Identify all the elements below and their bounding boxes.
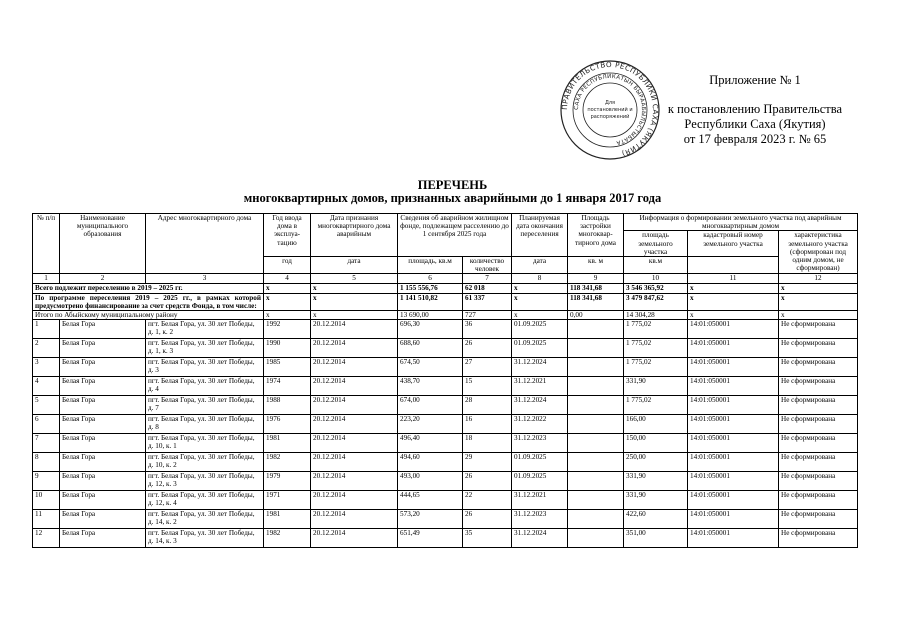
cell-plan: 31.12.2021	[512, 377, 568, 396]
table-row	[33, 472, 858, 491]
cell-char: Не сформирована	[779, 396, 858, 415]
cell-addr: пгт. Белая Гора, ул. 30 лет Победы, д. 1, к. 2	[146, 320, 264, 339]
cell-people: 15	[463, 377, 512, 396]
cell-cad: 14:01:050001	[688, 434, 779, 453]
summary-cell: 14 304,28	[624, 311, 688, 320]
unit-people: количество человек	[463, 257, 512, 274]
cell-cad: 14:01:050001	[688, 339, 779, 358]
cell-build	[568, 320, 624, 339]
col-number: 1	[33, 274, 60, 284]
table-row	[33, 377, 858, 396]
cell-plan: 31.12.2024	[512, 358, 568, 377]
cell-year: 1981	[264, 434, 311, 453]
cell-land: 331,90	[624, 491, 688, 510]
cell-mun: Белая Гора	[60, 529, 146, 548]
cell-area: 688,60	[398, 339, 463, 358]
cell-cad: 14:01:050001	[688, 320, 779, 339]
cell-n: 7	[33, 434, 60, 453]
cell-date: 20.12.2014	[311, 358, 398, 377]
summary-cell: х	[779, 284, 858, 293]
cell-year: 1988	[264, 396, 311, 415]
cell-char: Не сформирована	[779, 358, 858, 377]
cell-mun: Белая Гора	[60, 434, 146, 453]
cell-plan: 31.12.2021	[512, 491, 568, 510]
cell-char: Не сформирована	[779, 377, 858, 396]
header-address: Адрес многоквартирного дома	[146, 214, 264, 274]
seal-center-1: Для	[604, 100, 616, 106]
cell-build	[568, 529, 624, 548]
cell-plan: 01.09.2025	[512, 339, 568, 358]
cell-char: Не сформирована	[779, 434, 858, 453]
cell-land: 422,60	[624, 510, 688, 529]
cell-land: 331,90	[624, 472, 688, 491]
cell-date: 20.12.2014	[311, 510, 398, 529]
cell-build	[568, 396, 624, 415]
cell-addr: пгт. Белая Гора, ул. 30 лет Победы, д. 8	[146, 415, 264, 434]
summary-label: По программе переселения 2019 – 2025 гг., в рамках которой предусмотрено финансирование за счет средств Фонда, в том числе:	[33, 293, 264, 310]
table-row	[33, 358, 858, 377]
cell-date: 20.12.2014	[311, 415, 398, 434]
official-seal	[560, 60, 660, 160]
header-cadastral: кадастровый номер земельного участка	[688, 231, 779, 257]
summary-cell: 1 141 510,82	[398, 293, 463, 310]
cell-n: 4	[33, 377, 60, 396]
cell-build	[568, 339, 624, 358]
cell-people: 16	[463, 415, 512, 434]
cell-cad: 14:01:050001	[688, 453, 779, 472]
header-date-emergency: Дата признания многоквартирного дома аварийным	[311, 214, 398, 257]
cell-land: 331,90	[624, 377, 688, 396]
table-row	[33, 320, 858, 339]
cell-mun: Белая Гора	[60, 377, 146, 396]
seal-center-2: постановлений и	[587, 107, 633, 113]
cell-year: 1981	[264, 510, 311, 529]
summary-label: Всего подлежит переселению в 2019 – 2025 гг.	[33, 284, 264, 293]
cell-n: 5	[33, 396, 60, 415]
cell-area: 493,00	[398, 472, 463, 491]
summary-row	[33, 293, 858, 310]
col-number: 12	[779, 274, 858, 284]
cell-year: 1971	[264, 491, 311, 510]
table-row	[33, 491, 858, 510]
cell-area: 573,20	[398, 510, 463, 529]
cell-char: Не сформирована	[779, 529, 858, 548]
table-row	[33, 396, 858, 415]
document-title: ПЕРЕЧЕНЬ	[417, 178, 488, 192]
cell-land: 1 775,02	[624, 396, 688, 415]
cell-people: 26	[463, 472, 512, 491]
unit-sqm: кв. м	[568, 257, 624, 274]
cell-people: 22	[463, 491, 512, 510]
col-number: 8	[512, 274, 568, 284]
cell-land: 1 775,02	[624, 320, 688, 339]
cell-people: 26	[463, 339, 512, 358]
cell-area: 651,49	[398, 529, 463, 548]
summary-label: Итого по Абыйскому муниципальному району	[33, 311, 264, 320]
header-land-area: площадь земельного участка	[624, 231, 688, 257]
cell-mun: Белая Гора	[60, 472, 146, 491]
summary-cell: 727	[463, 311, 512, 320]
cell-char: Не сформирована	[779, 472, 858, 491]
cell-char: Не сформирована	[779, 453, 858, 472]
col-number: 4	[264, 274, 311, 284]
cell-plan: 31.12.2023	[512, 434, 568, 453]
summary-cell: 0,00	[568, 311, 624, 320]
seal-inner-text: САХА РЕСПУБЛИКАТЫН БЫРААБЫЛЬСТЫБАТА	[573, 73, 647, 146]
cell-land: 1 775,02	[624, 339, 688, 358]
unit-sqm2: кв.м	[624, 257, 688, 274]
cell-date: 20.12.2014	[311, 491, 398, 510]
cell-char: Не сформирована	[779, 415, 858, 434]
cell-date: 20.12.2014	[311, 434, 398, 453]
cell-area: 674,00	[398, 396, 463, 415]
cell-char: Не сформирована	[779, 510, 858, 529]
table-row	[33, 510, 858, 529]
cell-cad: 14:01:050001	[688, 377, 779, 396]
summary-cell: 118 341,68	[568, 284, 624, 293]
unit-year: год	[264, 257, 311, 274]
cell-n: 2	[33, 339, 60, 358]
cell-n: 3	[33, 358, 60, 377]
table-row	[33, 415, 858, 434]
summary-cell: 13 690,00	[398, 311, 463, 320]
cell-char: Не сформирована	[779, 320, 858, 339]
appendix-block	[650, 73, 860, 147]
cell-plan: 31.12.2022	[512, 415, 568, 434]
summary-cell: х	[264, 311, 311, 320]
buildings-table	[32, 213, 858, 548]
cell-mun: Белая Гора	[60, 320, 146, 339]
unit-empty	[688, 257, 779, 274]
cell-area: 494,60	[398, 453, 463, 472]
summary-cell: х	[264, 284, 311, 293]
cell-addr: пгт. Белая Гора, ул. 30 лет Победы, д. 7	[146, 396, 264, 415]
unit-date: дата	[311, 257, 398, 274]
cell-build	[568, 453, 624, 472]
summary-cell: 1 155 556,76	[398, 284, 463, 293]
summary-cell: 61 337	[463, 293, 512, 310]
cell-year: 1990	[264, 339, 311, 358]
cell-plan: 01.09.2025	[512, 320, 568, 339]
cell-date: 20.12.2014	[311, 320, 398, 339]
cell-addr: пгт. Белая Гора, ул. 30 лет Победы, д. 3	[146, 358, 264, 377]
header-characteristic: характеристика земельного участка (сформирован под одним домом, не сформирован)	[779, 231, 858, 274]
cell-date: 20.12.2014	[311, 377, 398, 396]
seal-outer-text: ПРАВИТЕЛЬСТВО РЕСПУБЛИКИ САХА (ЯКУТИЯ)	[560, 60, 660, 159]
cell-people: 26	[463, 510, 512, 529]
summary-cell: х	[779, 311, 858, 320]
cell-n: 1	[33, 320, 60, 339]
cell-plan: 31.12.2024	[512, 396, 568, 415]
cell-n: 11	[33, 510, 60, 529]
cell-people: 36	[463, 320, 512, 339]
cell-n: 9	[33, 472, 60, 491]
cell-area: 438,70	[398, 377, 463, 396]
cell-people: 28	[463, 396, 512, 415]
cell-area: 696,30	[398, 320, 463, 339]
cell-mun: Белая Гора	[60, 358, 146, 377]
summary-row	[33, 311, 858, 320]
header-year-built: Год ввода дома в эксплуа-тацию	[264, 214, 311, 257]
cell-n: 10	[33, 491, 60, 510]
cell-addr: пгт. Белая Гора, ул. 30 лет Победы, д. 4	[146, 377, 264, 396]
cell-addr: пгт. Белая Гора, ул. 30 лет Победы, д. 12, к. 3	[146, 472, 264, 491]
cell-addr: пгт. Белая Гора, ул. 30 лет Победы, д. 14, к. 3	[146, 529, 264, 548]
summary-cell: 62 018	[463, 284, 512, 293]
cell-date: 20.12.2014	[311, 396, 398, 415]
cell-build	[568, 472, 624, 491]
cell-build	[568, 415, 624, 434]
cell-area: 496,40	[398, 434, 463, 453]
cell-cad: 14:01:050001	[688, 358, 779, 377]
cell-addr: пгт. Белая Гора, ул. 30 лет Победы, д. 1, к. 3	[146, 339, 264, 358]
table-row	[33, 529, 858, 548]
summary-cell: х	[512, 293, 568, 310]
cell-cad: 14:01:050001	[688, 396, 779, 415]
cell-date: 20.12.2014	[311, 472, 398, 491]
col-number: 2	[60, 274, 146, 284]
cell-year: 1985	[264, 358, 311, 377]
summary-cell: х	[311, 293, 398, 310]
cell-plan: 01.09.2025	[512, 472, 568, 491]
col-number: 6	[398, 274, 463, 284]
cell-build	[568, 434, 624, 453]
cell-land: 250,00	[624, 453, 688, 472]
cell-year: 1982	[264, 453, 311, 472]
cell-people: 29	[463, 453, 512, 472]
unit-date2: дата	[512, 257, 568, 274]
cell-mun: Белая Гора	[60, 491, 146, 510]
cell-year: 1982	[264, 529, 311, 548]
cell-build	[568, 510, 624, 529]
summary-cell: х	[264, 293, 311, 310]
cell-addr: пгт. Белая Гора, ул. 30 лет Победы, д. 10, к. 2	[146, 453, 264, 472]
cell-plan: 01.09.2025	[512, 453, 568, 472]
cell-year: 1974	[264, 377, 311, 396]
col-number: 7	[463, 274, 512, 284]
cell-char: Не сформирована	[779, 339, 858, 358]
cell-build	[568, 358, 624, 377]
unit-area: площадь, кв.м	[398, 257, 463, 274]
data-rows	[33, 320, 858, 548]
header-municipality: Наименование муниципального образования	[60, 214, 146, 274]
document-subtitle: многоквартирных домов, признанных аварийными до 1 января 2017 года	[243, 191, 662, 205]
summary-cell: х	[311, 311, 398, 320]
cell-build	[568, 377, 624, 396]
cell-cad: 14:01:050001	[688, 472, 779, 491]
appendix-government: Республики Саха (Якутия)	[684, 117, 826, 131]
cell-mun: Белая Гора	[60, 453, 146, 472]
header-num: № п/п	[33, 214, 60, 274]
cell-area: 674,50	[398, 358, 463, 377]
cell-mun: Белая Гора	[60, 415, 146, 434]
cell-build	[568, 491, 624, 510]
cell-cad: 14:01:050001	[688, 529, 779, 548]
cell-people: 18	[463, 434, 512, 453]
header-planned-date: Планируемая дата окончания переселения	[512, 214, 568, 257]
cell-addr: пгт. Белая Гора, ул. 30 лет Победы, д. 12, к. 4	[146, 491, 264, 510]
cell-n: 6	[33, 415, 60, 434]
cell-n: 12	[33, 529, 60, 548]
cell-land: 1 775,02	[624, 358, 688, 377]
cell-cad: 14:01:050001	[688, 415, 779, 434]
summary-cell: 118 341,68	[568, 293, 624, 310]
header-building-area: Площадь застройки многоквар-тирного дома	[568, 214, 624, 257]
summary-cell: х	[311, 284, 398, 293]
cell-addr: пгт. Белая Гора, ул. 30 лет Победы, д. 10, к. 1	[146, 434, 264, 453]
summary-rows	[33, 284, 858, 320]
summary-cell: 3 546 365,92	[624, 284, 688, 293]
col-number: 5	[311, 274, 398, 284]
appendix-decree: к постановлению Правительства	[667, 102, 843, 116]
cell-mun: Белая Гора	[60, 396, 146, 415]
table-row	[33, 453, 858, 472]
cell-year: 1992	[264, 320, 311, 339]
table-row	[33, 434, 858, 453]
cell-cad: 14:01:050001	[688, 510, 779, 529]
summary-cell: х	[512, 311, 568, 320]
cell-plan: 31.12.2024	[512, 529, 568, 548]
cell-people: 35	[463, 529, 512, 548]
summary-row	[33, 284, 858, 293]
header-land-group: Информация о формировании земельного участка под аварийным многоквартирным домом	[624, 214, 858, 231]
cell-year: 1976	[264, 415, 311, 434]
cell-char: Не сформирована	[779, 491, 858, 510]
cell-date: 20.12.2014	[311, 339, 398, 358]
cell-area: 444,65	[398, 491, 463, 510]
table-row	[33, 339, 858, 358]
appendix-number: Приложение № 1	[709, 73, 801, 87]
cell-cad: 14:01:050001	[688, 491, 779, 510]
cell-land: 150,00	[624, 434, 688, 453]
cell-area: 223,20	[398, 415, 463, 434]
cell-addr: пгт. Белая Гора, ул. 30 лет Победы, д. 14, к. 2	[146, 510, 264, 529]
summary-cell: х	[779, 293, 858, 310]
cell-date: 20.12.2014	[311, 529, 398, 548]
col-number: 9	[568, 274, 624, 284]
summary-cell: 3 479 847,62	[624, 293, 688, 310]
cell-n: 8	[33, 453, 60, 472]
cell-land: 166,00	[624, 415, 688, 434]
appendix-date: от 17 февраля 2023 г. № 65	[683, 132, 827, 146]
summary-cell: х	[512, 284, 568, 293]
header-info-group: Сведения об аварийном жилищном фонде, подлежащем расселению до 1 сентября 2025 года	[398, 214, 512, 257]
summary-cell: х	[688, 284, 779, 293]
cell-mun: Белая Гора	[60, 510, 146, 529]
cell-people: 27	[463, 358, 512, 377]
col-number: 10	[624, 274, 688, 284]
col-number: 11	[688, 274, 779, 284]
summary-cell: х	[688, 293, 779, 310]
cell-year: 1979	[264, 472, 311, 491]
cell-date: 20.12.2014	[311, 453, 398, 472]
col-number: 3	[146, 274, 264, 284]
seal-center-3: распоряжений	[590, 114, 630, 120]
cell-land: 351,00	[624, 529, 688, 548]
cell-plan: 31.12.2023	[512, 510, 568, 529]
summary-cell: х	[688, 311, 779, 320]
cell-mun: Белая Гора	[60, 339, 146, 358]
